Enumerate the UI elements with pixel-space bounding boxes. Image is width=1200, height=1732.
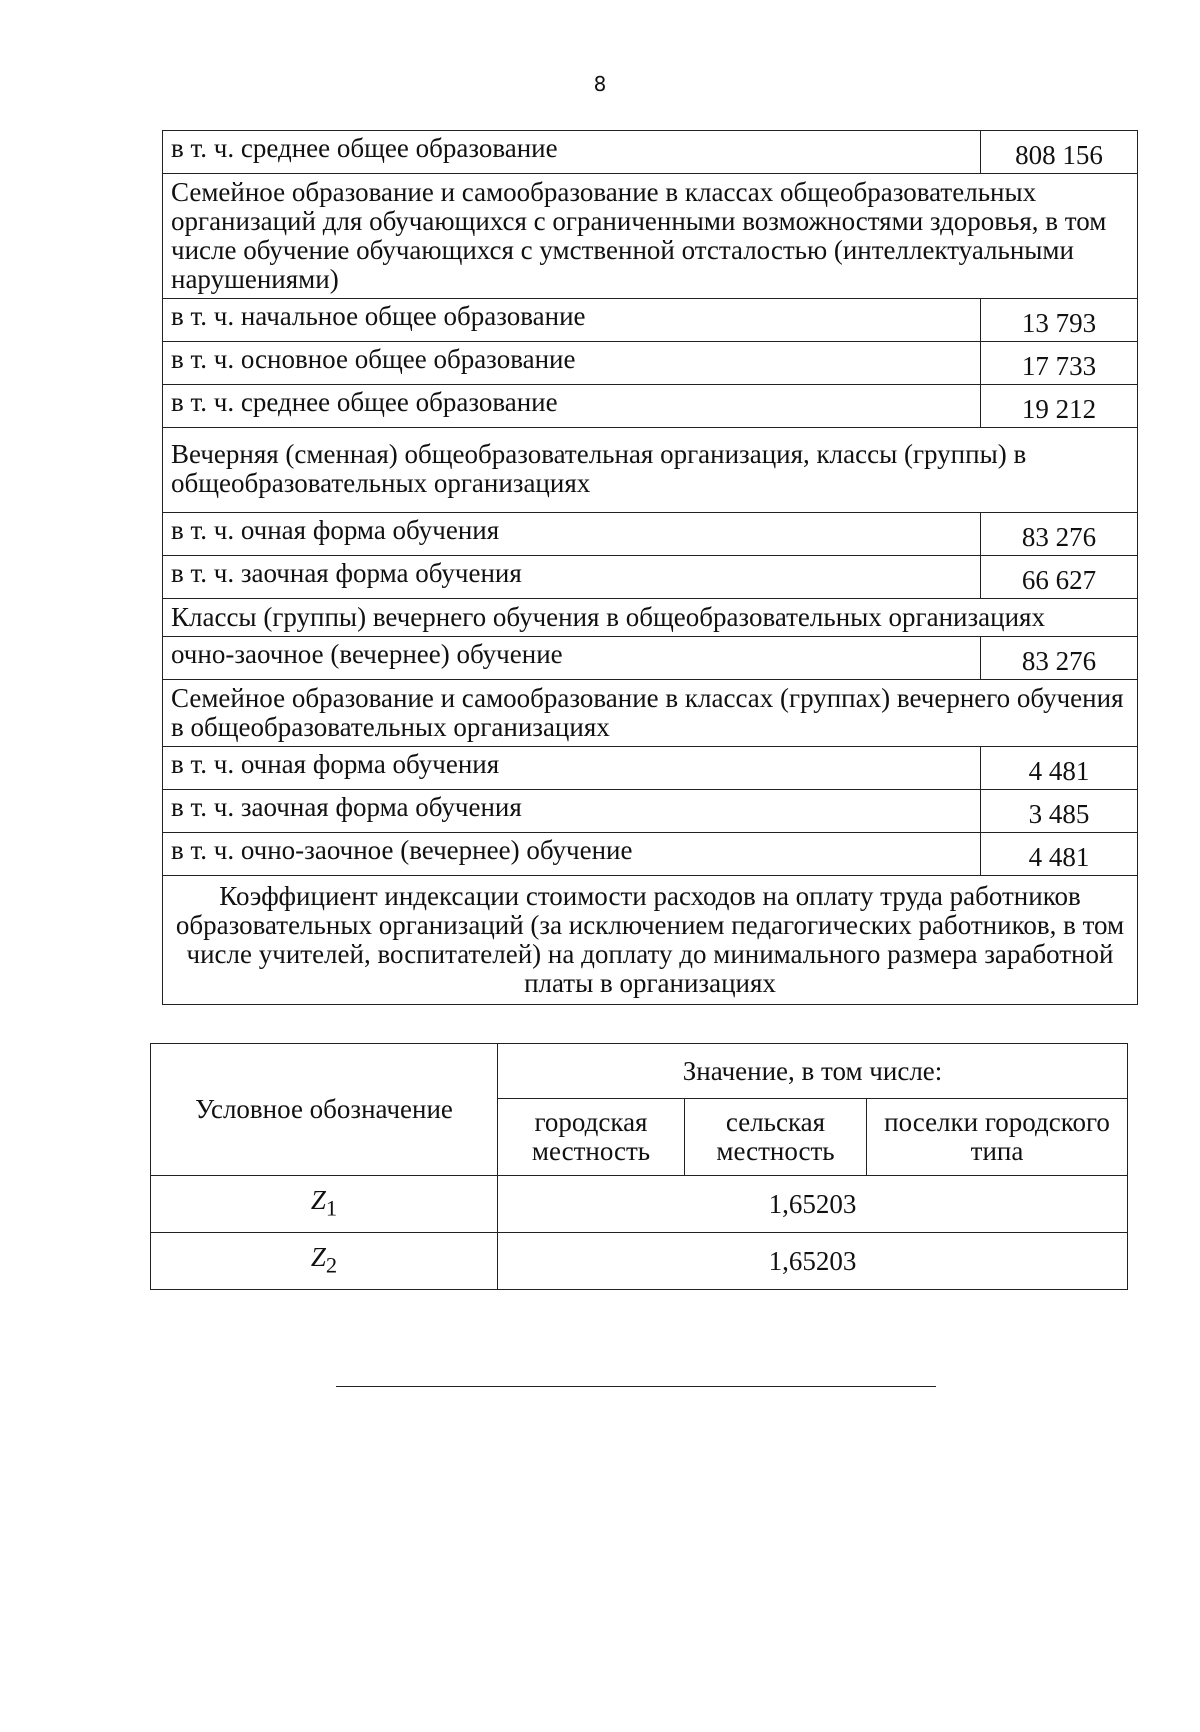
table-row (163, 833, 1138, 876)
page-number: 8 (593, 72, 607, 96)
table-row (163, 299, 1138, 342)
table-row (151, 1176, 1128, 1233)
table-row (163, 174, 1138, 299)
table-row (163, 790, 1138, 833)
row-value: 17 733 (981, 342, 1138, 385)
column-header-symbol: Условное обозначение (151, 1044, 498, 1176)
table-row (163, 637, 1138, 680)
table-row (163, 513, 1138, 556)
table-row (163, 342, 1138, 385)
row-label: в т. ч. заочная форма обучения (163, 790, 981, 833)
row-label: в т. ч. основное общее образование (163, 342, 981, 385)
table-row (163, 556, 1138, 599)
row-value: 13 793 (981, 299, 1138, 342)
table-row (163, 680, 1138, 747)
column-header-value: Значение, в том числе: (498, 1044, 1128, 1099)
row-label: в т. ч. очная форма обучения (163, 513, 981, 556)
symbol-cell (151, 1233, 498, 1290)
row-value: 83 276 (981, 637, 1138, 680)
table-row (151, 1044, 1128, 1099)
row-label: в т. ч. среднее общее образование (163, 385, 981, 428)
table-row (163, 747, 1138, 790)
row-label: в т. ч. очно-заочное (вечернее) обучение (163, 833, 981, 876)
z2-subscript: 2 (325, 1252, 338, 1278)
row-label: в т. ч. заочная форма обучения (163, 556, 981, 599)
subheader-settlement: поселки городского типа (867, 1099, 1128, 1176)
z1-subscript: 1 (325, 1195, 338, 1221)
end-rule (336, 1386, 936, 1387)
row-value: 66 627 (981, 556, 1138, 599)
section-heading: Коэффициент индексации стоимости расходов на оплату труда работников образовательных организаций (за исключением педагогических работников, в том числе учителей, воспитателей) на доплату до минимального размера заработной платы в организациях (163, 876, 1138, 1005)
education-table (162, 130, 1138, 1005)
section-heading: Вечерняя (сменная) общеобразовательная организация, классы (группы) в общеобразовательных организациях (163, 428, 1138, 513)
row-value: 3 485 (981, 790, 1138, 833)
subheader-rural: сельская местность (685, 1099, 867, 1176)
table-row (163, 876, 1138, 1005)
coefficient-table (150, 1043, 1128, 1290)
row-value: 83 276 (981, 513, 1138, 556)
row-value: 4 481 (981, 833, 1138, 876)
row-label: в т. ч. начальное общее образование (163, 299, 981, 342)
row-value: 4 481 (981, 747, 1138, 790)
section-heading: Классы (группы) вечернего обучения в общеобразовательных организациях (163, 599, 1138, 637)
row-label: в т. ч. очная форма обучения (163, 747, 981, 790)
z1-value: 1,65203 (498, 1176, 1128, 1233)
table-row (163, 131, 1138, 174)
section-heading: Семейное образование и самообразование в классах (группах) вечернего обучения в общеобразовательных организациях (163, 680, 1138, 747)
table-row (163, 385, 1138, 428)
table-row (163, 428, 1138, 513)
row-value: 19 212 (981, 385, 1138, 428)
table-row (163, 599, 1138, 637)
subheader-urban: городская местность (498, 1099, 685, 1176)
table-row (151, 1233, 1128, 1290)
section-heading: Семейное образование и самообразование в классах общеобразовательных организаций для обучающихся с ограниченными возможностями здоровья, в том числе обучение обучающихся с умственной отсталостью (интеллектуальными нарушениями) (163, 174, 1138, 299)
z2-symbol: Z (310, 1241, 326, 1272)
row-value: 808 156 (981, 131, 1138, 174)
symbol-cell (151, 1176, 498, 1233)
z1-symbol: Z (310, 1184, 326, 1215)
row-label: в т. ч. среднее общее образование (163, 131, 981, 174)
row-label: очно-заочное (вечернее) обучение (163, 637, 981, 680)
z2-value: 1,65203 (498, 1233, 1128, 1290)
